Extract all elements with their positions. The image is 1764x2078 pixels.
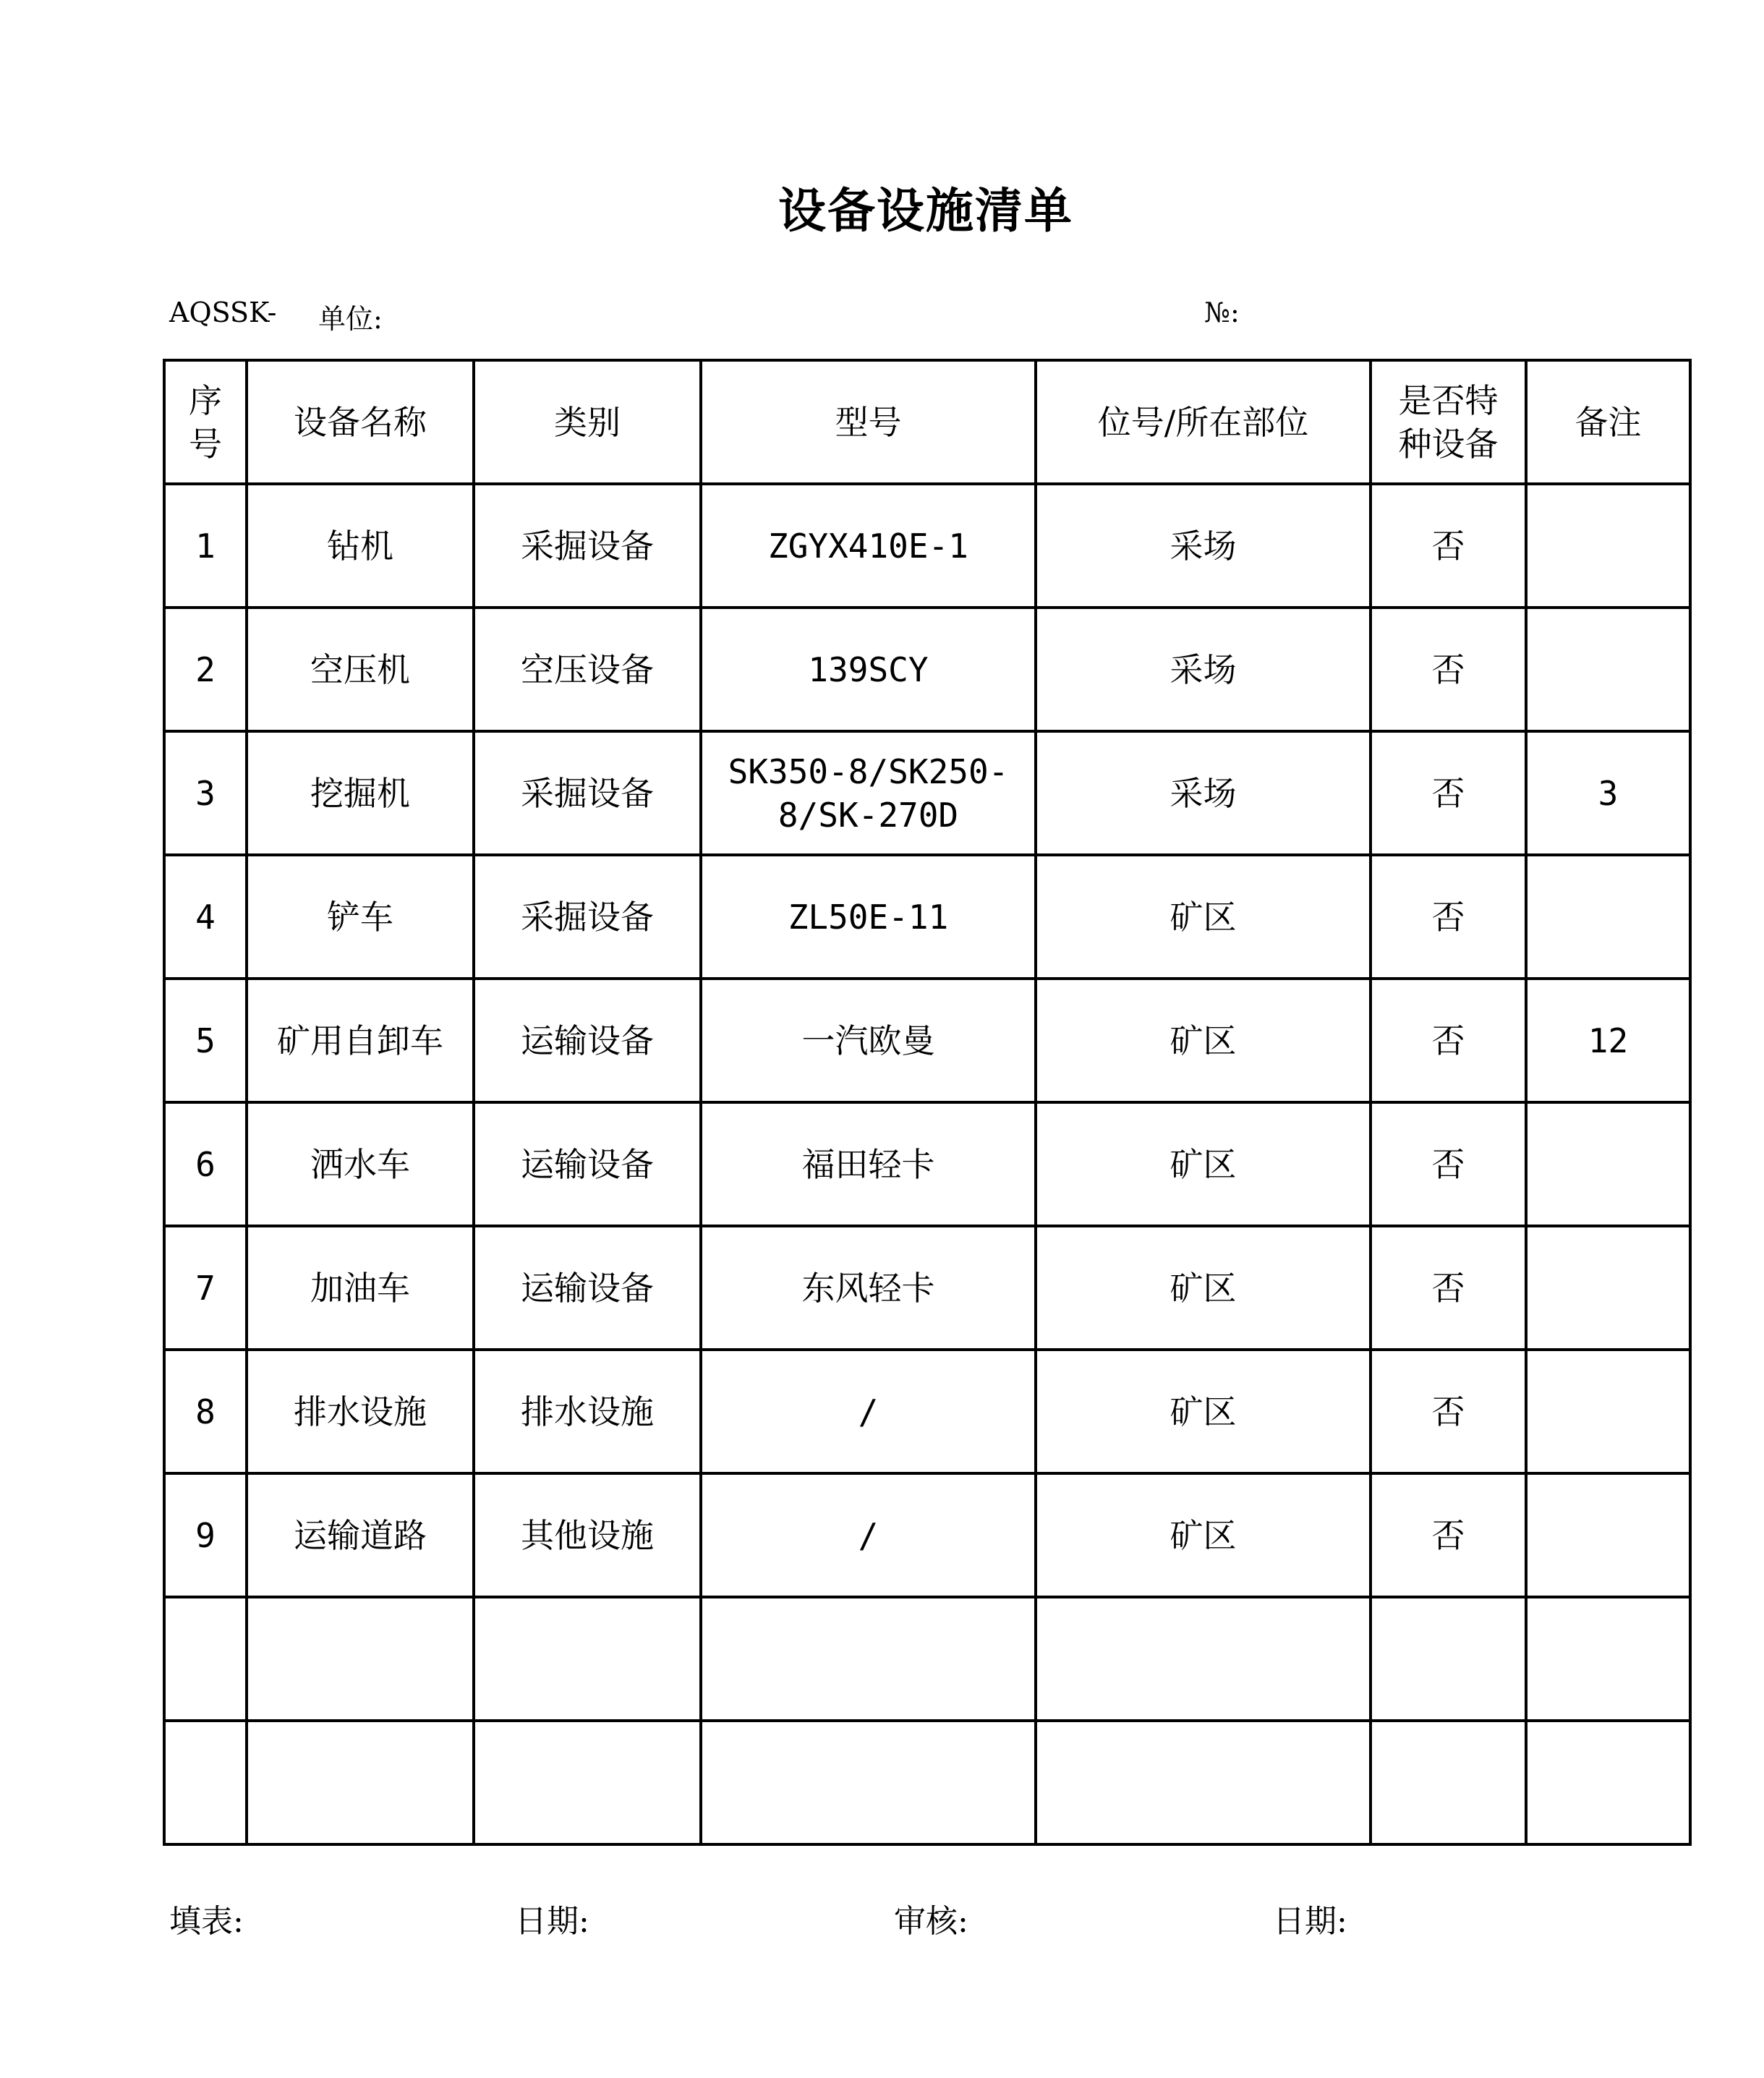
cell-remarks	[1526, 484, 1690, 608]
cell-location: 矿区	[1036, 1473, 1371, 1597]
cell-location: 矿区	[1036, 1350, 1371, 1473]
cell-special-equipment: 否	[1371, 608, 1526, 731]
cell-model: SK350-8/SK250- 8/SK-270D	[701, 731, 1036, 855]
cell-special-equipment: 否	[1371, 1226, 1526, 1350]
cell-special-equipment: 否	[1371, 1350, 1526, 1473]
cell-location	[1036, 1721, 1371, 1844]
cell-location: 矿区	[1036, 855, 1371, 979]
unit-label: 单位:	[318, 303, 383, 335]
cell-special-equipment: 否	[1371, 731, 1526, 855]
cell-model: ZL50E-11	[701, 855, 1036, 979]
table-row	[164, 1721, 1690, 1844]
header-remarks: 备注	[1526, 360, 1690, 484]
page-title: 设备设施清单	[778, 182, 1073, 239]
cell-location: 矿区	[1036, 979, 1371, 1102]
cell-remarks: 3	[1526, 731, 1690, 855]
cell-remarks	[1526, 1597, 1690, 1721]
cell-equipment-name: 空压机	[247, 608, 474, 731]
cell-remarks	[1526, 1473, 1690, 1597]
cell-category: 采掘设备	[474, 855, 701, 979]
table-row	[164, 608, 1690, 731]
cell-remarks	[1526, 1226, 1690, 1350]
cell-special-equipment: 否	[1371, 855, 1526, 979]
cell-remarks	[1526, 855, 1690, 979]
cell-seq: 6	[164, 1102, 247, 1226]
review-label: 审核:	[894, 1903, 968, 1940]
table-row	[164, 979, 1690, 1102]
cell-seq: 3	[164, 731, 247, 855]
cell-equipment-name: 运输道路	[247, 1473, 474, 1597]
cell-special-equipment: 否	[1371, 1473, 1526, 1597]
cell-model: 福田轻卡	[701, 1102, 1036, 1226]
cell-model: 139SCY	[701, 608, 1036, 731]
cell-category: 运输设备	[474, 1226, 701, 1350]
cell-category: 采掘设备	[474, 731, 701, 855]
fill-label: 填表:	[169, 1903, 244, 1940]
table-row	[164, 855, 1690, 979]
table-row	[164, 484, 1690, 608]
cell-seq: 8	[164, 1350, 247, 1473]
number-label: №:	[1204, 297, 1240, 328]
cell-category: 采掘设备	[474, 484, 701, 608]
header-special-equipment: 是否特 种设备	[1371, 360, 1526, 484]
cell-equipment-name	[247, 1721, 474, 1844]
cell-model: /	[701, 1350, 1036, 1473]
cell-seq: 5	[164, 979, 247, 1102]
form-code: AQSSK-	[169, 297, 277, 328]
header-equipment-name: 设备名称	[247, 360, 474, 484]
cell-model	[701, 1721, 1036, 1844]
cell-location: 采场	[1036, 608, 1371, 731]
cell-model	[701, 1597, 1036, 1721]
table-row	[164, 1473, 1690, 1597]
header-model: 型号	[701, 360, 1036, 484]
cell-category: 运输设备	[474, 1102, 701, 1226]
cell-category	[474, 1721, 701, 1844]
header-seq: 序 号	[164, 360, 247, 484]
cell-remarks	[1526, 608, 1690, 731]
cell-equipment-name: 钻机	[247, 484, 474, 608]
equipment-table	[163, 359, 1692, 1846]
table-row	[164, 1350, 1690, 1473]
cell-location	[1036, 1597, 1371, 1721]
cell-location: 矿区	[1036, 1226, 1371, 1350]
cell-model: /	[701, 1473, 1036, 1597]
table-row	[164, 1226, 1690, 1350]
table-body	[164, 484, 1690, 1844]
table-row	[164, 1102, 1690, 1226]
cell-category: 其他设施	[474, 1473, 701, 1597]
cell-special-equipment: 否	[1371, 979, 1526, 1102]
cell-special-equipment	[1371, 1597, 1526, 1721]
cell-seq: 1	[164, 484, 247, 608]
cell-remarks	[1526, 1102, 1690, 1226]
cell-remarks	[1526, 1350, 1690, 1473]
cell-location: 采场	[1036, 731, 1371, 855]
cell-seq: 9	[164, 1473, 247, 1597]
cell-special-equipment	[1371, 1721, 1526, 1844]
date-label-1: 日期:	[515, 1903, 589, 1940]
cell-special-equipment: 否	[1371, 1102, 1526, 1226]
header-category: 类别	[474, 360, 701, 484]
cell-equipment-name: 加油车	[247, 1226, 474, 1350]
cell-equipment-name: 矿用自卸车	[247, 979, 474, 1102]
cell-category: 运输设备	[474, 979, 701, 1102]
cell-model: ZGYX410E-1	[701, 484, 1036, 608]
cell-location: 矿区	[1036, 1102, 1371, 1226]
cell-seq	[164, 1597, 247, 1721]
cell-model: 一汽欧曼	[701, 979, 1036, 1102]
cell-seq: 2	[164, 608, 247, 731]
cell-seq: 4	[164, 855, 247, 979]
table-header-row	[164, 360, 1690, 484]
cell-seq	[164, 1721, 247, 1844]
cell-model: 东风轻卡	[701, 1226, 1036, 1350]
table-row	[164, 731, 1690, 855]
cell-seq: 7	[164, 1226, 247, 1350]
cell-remarks	[1526, 1721, 1690, 1844]
cell-equipment-name: 铲车	[247, 855, 474, 979]
cell-equipment-name: 排水设施	[247, 1350, 474, 1473]
cell-category: 空压设备	[474, 608, 701, 731]
header-location: 位号/所在部位	[1036, 360, 1371, 484]
cell-location: 采场	[1036, 484, 1371, 608]
date-label-2: 日期:	[1273, 1903, 1347, 1940]
cell-category: 排水设施	[474, 1350, 701, 1473]
cell-equipment-name	[247, 1597, 474, 1721]
cell-category	[474, 1597, 701, 1721]
table-row	[164, 1597, 1690, 1721]
cell-equipment-name: 挖掘机	[247, 731, 474, 855]
cell-special-equipment: 否	[1371, 484, 1526, 608]
cell-remarks: 12	[1526, 979, 1690, 1102]
cell-equipment-name: 洒水车	[247, 1102, 474, 1226]
